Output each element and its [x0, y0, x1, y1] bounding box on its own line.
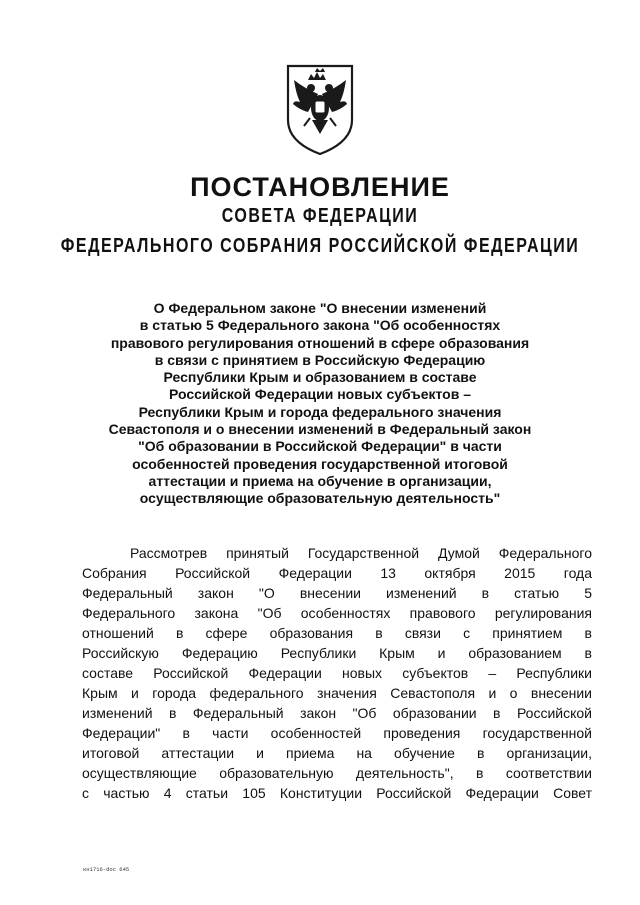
- resolution-title: [80, 300, 560, 508]
- resolution-title-line: в статью 5 Федерального закона "Об особенностях: [139, 317, 501, 334]
- resolution-title-line: правового регулирования отношений в сфере образования: [110, 334, 530, 351]
- body-line: Крым и города федерального значения Севастополя и о внесении: [82, 685, 592, 701]
- resolution-title-line: в связи с принятием в Российскую Федерацию: [154, 351, 486, 368]
- document-code: кн1716-doc 645: [83, 866, 130, 873]
- resolution-title-line: Российской Федерации новых субъектов –: [168, 386, 472, 403]
- resolution-title-line: осуществляющие образовательную деятельность": [139, 490, 501, 507]
- body-line: отношений в сфере образования в связи с принятием в: [82, 625, 592, 641]
- body-line: осуществляющие образовательную деятельность", в соответствии: [82, 765, 592, 781]
- body-line: изменений в Федеральный закон "Об образовании в Российской: [82, 705, 592, 721]
- resolution-title-line: Республики Крым и образованием в составе: [163, 369, 477, 386]
- body-line: составе Российской Федерации новых субъектов – Республики: [82, 665, 592, 681]
- issuer-heading-line-1: СОВЕТА ФЕДЕРАЦИИ: [221, 205, 419, 227]
- body-line: Рассмотрев принятый Государственной Думой Федерального: [130, 545, 592, 561]
- resolution-title-line: аттестации и приема на обучение в организации,: [148, 472, 492, 489]
- body-paragraph: [82, 543, 592, 803]
- resolution-title-line: Республики Крым и города федерального значения: [138, 403, 502, 420]
- resolution-title-line: О Федеральном законе "О внесении изменений: [153, 300, 487, 316]
- body-line: с частью 4 статьи 105 Конституции Российской Федерации Совет: [82, 785, 592, 801]
- resolution-title-line: особенностей проведения государственной итоговой: [132, 455, 508, 472]
- body-line: Российскую Федерацию Республики Крым и образованием в: [82, 645, 592, 661]
- resolution-title-line: Севастополя и о внесении изменений в Федеральный закон: [108, 421, 532, 438]
- issuer-heading-line-2: ФЕДЕРАЛЬНОГО СОБРАНИЯ РОССИЙСКОЙ ФЕДЕРАЦИИ: [60, 235, 580, 257]
- body-line: Собрания Российской Федерации 13 октября 2015 года: [82, 565, 592, 581]
- coat-of-arms-icon: [282, 58, 358, 158]
- document-type-heading: ПОСТАНОВЛЕНИЕ: [190, 172, 450, 202]
- body-line: Федерального закона "Об особенностях правового регулирования: [82, 605, 592, 621]
- body-line: итоговой аттестации и приема на обучение в организации,: [82, 745, 592, 761]
- body-line: Федерации" в части особенностей проведения государственной: [82, 725, 592, 741]
- body-line: Федеральный закон "О внесении изменений в статью 5: [82, 585, 592, 601]
- resolution-title-line: "Об образовании в Российской Федерации" в части: [138, 438, 502, 455]
